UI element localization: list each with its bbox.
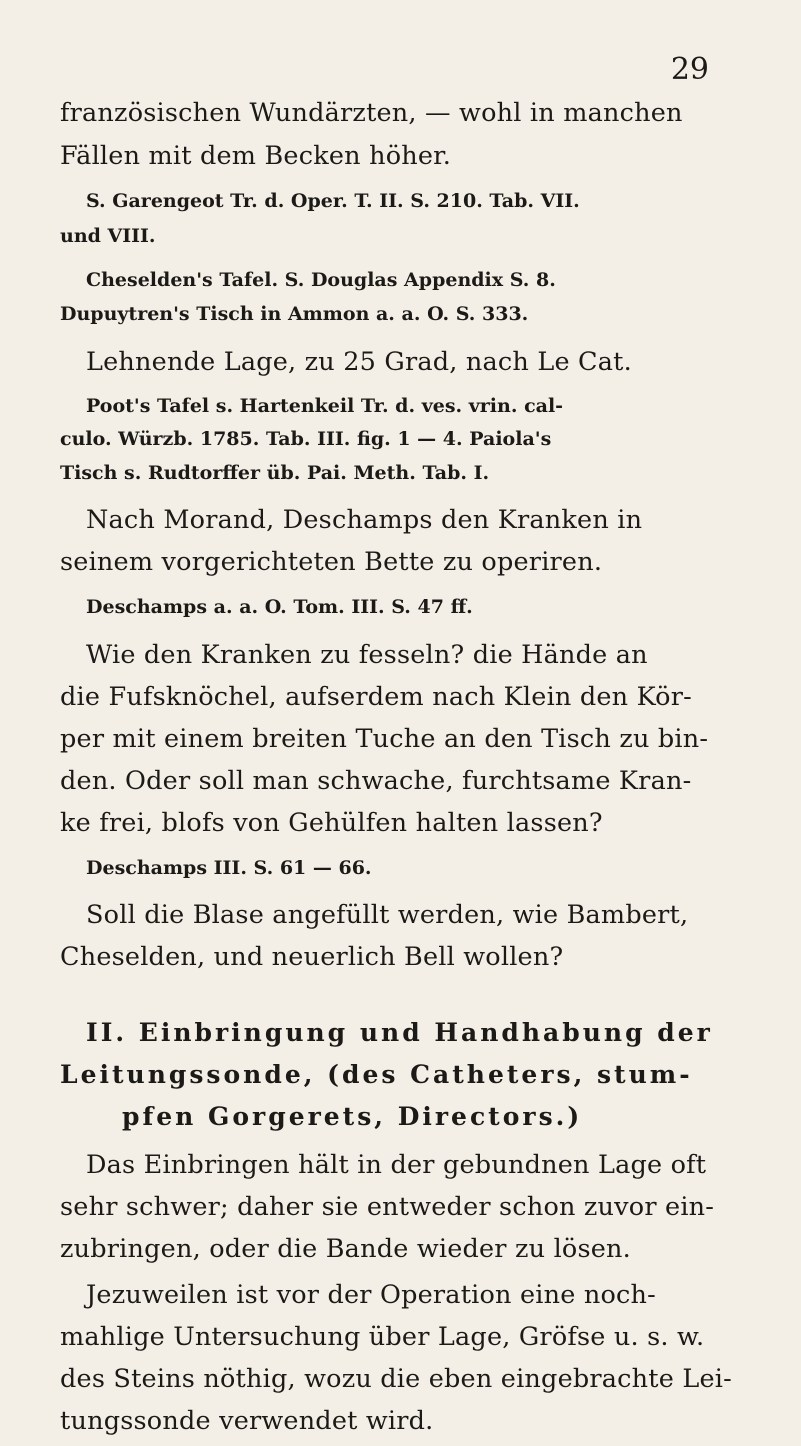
text-line: den. Oder soll man schwache, furchtsame Kran- [60,766,692,796]
text-line: französischen Wundärzten, — wohl in manchen [60,98,683,128]
text-line: des Steins nöthig, wozu die eben eingebrachte Lei- [60,1364,732,1394]
reference-line: Poot's Tafel s. Hartenkeil Tr. d. ves. vrin. cal- [86,395,564,417]
text-line: Soll die Blase angefüllt werden, wie Bambert, [86,900,689,930]
text-line: zubringen, oder die Bande wieder zu lösen. [60,1234,631,1264]
reference-line: Dupuytren's Tisch in Ammon a. a. O. S. 333. [60,303,529,325]
reference-line: und VIII. [60,225,156,247]
text-line: Nach Morand, Deschamps den Kranken in [86,505,643,535]
text-line: die Fufsknöchel, aufserdem nach Klein den Kör- [60,682,692,712]
section-heading: II. Einbringung und Handhabung der [86,1018,713,1047]
section-heading: pfen Gorgerets, Directors.) [122,1102,583,1131]
text-line: per mit einem breiten Tuche an den Tisch zu bin- [60,724,709,754]
section-heading: Leitungssonde, (des Catheters, stum- [60,1060,693,1089]
text-line: mahlige Untersuchung über Lage, Gröfse u. s. w. [60,1322,705,1352]
text-line: Wie den Kranken zu fesseln? die Hände an [86,640,648,670]
text-line: sehr schwer; daher sie entweder schon zuvor ein- [60,1192,715,1222]
page-number: 29 [670,52,709,87]
reference-line: Deschamps III. S. 61 — 66. [86,857,372,879]
text-line: Das Einbringen hält in der gebundnen Lage oft [86,1150,707,1180]
reference-line: S. Garengeot Tr. d. Oper. T. II. S. 210. Tab. VII. [86,190,580,212]
reference-line: Tisch s. Rudtorffer üb. Pai. Meth. Tab. I. [60,462,490,484]
reference-line: Cheselden's Tafel. S. Douglas Appendix S. 8. [86,269,556,291]
text-line: Fällen mit dem Becken höher. [60,141,452,171]
text-line: Lehnende Lage, zu 25 Grad, nach Le Cat. [86,347,632,377]
reference-line: Deschamps a. a. O. Tom. III. S. 47 ff. [86,596,473,618]
text-line: ke frei, blofs von Gehülfen halten lassen? [60,808,603,838]
text-line: Cheselden, und neuerlich Bell wollen? [60,942,564,972]
text-line: seinem vorgerichteten Bette zu operiren. [60,547,603,577]
text-line: tungssonde verwendet wird. [60,1406,434,1436]
text-line: Jezuweilen ist vor der Operation eine noch- [86,1280,656,1310]
reference-line: culo. Würzb. 1785. Tab. III. fig. 1 — 4. Paiola's [60,428,552,450]
